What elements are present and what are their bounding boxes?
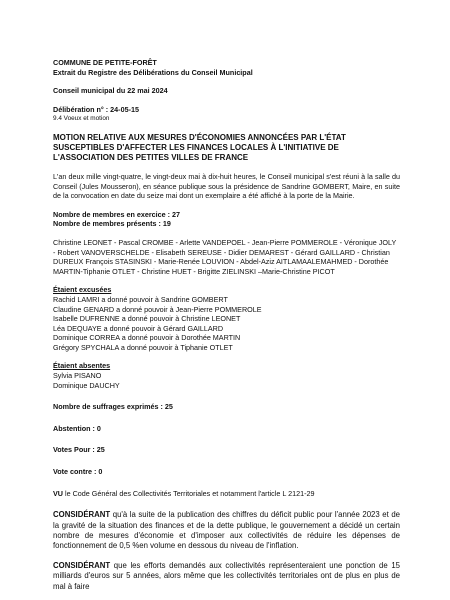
excused-item: Grégory SPYCHALA a donné pouvoir à Tiphanie OTLET bbox=[53, 342, 233, 352]
excused-item: Isabelle DUFRENNE a donné pouvoir à Christine LEONET bbox=[53, 314, 241, 324]
votes-cast: Nombre de suffrages exprimés : 25 bbox=[53, 402, 173, 412]
considerant-keyword: CONSIDÉRANT bbox=[53, 510, 111, 520]
considerant-clause bbox=[53, 561, 400, 592]
considerant-keyword: CONSIDÉRANT bbox=[53, 560, 111, 570]
absent-item: Dominique DAUCHY bbox=[53, 380, 120, 390]
council-date: Conseil municipal du 22 mai 2024 bbox=[53, 86, 168, 96]
deliberation-category: 9.4 Voeux et motion bbox=[53, 115, 110, 123]
vu-clause bbox=[53, 489, 400, 499]
vu-keyword: VU bbox=[53, 488, 63, 498]
excused-item: Léa DEQUAYE a donné pouvoir à Gérard GAILLARD bbox=[53, 323, 224, 333]
absent-item: Sylvia PISANO bbox=[53, 371, 102, 381]
excused-heading: Étaient excusées bbox=[53, 285, 112, 295]
excused-list bbox=[53, 295, 400, 353]
register-extract: Extrait du Registre des Délibérations du Conseil Municipal bbox=[53, 67, 253, 77]
votes-against: Vote contre : 0 bbox=[53, 467, 103, 477]
present-members-list: Christine LEONET - Pascal CROMBE - Arlette VANDEPOEL - Jean-Pierre POMMEROLE - Véronique JOLY - Robert VANOVERSCHELDE - Elisabeth SEREUSE - Didier DEMAREST - Gérard GAILLARD - Christian DUREUX François STASINSKI - Marie-Renée LOUVION - Abdel-Aziz AITLAMAALEMAHMED - Dorothée MARTIN-Tiphanie OTLET - Christine HUET - Brigitte ZIELINSKI –Marie-Christine PICOT bbox=[53, 237, 397, 276]
absent-heading: Étaient absentes bbox=[53, 361, 111, 371]
excused-item: Claudine GENARD a donné pouvoir à Jean-Pierre POMMEROLE bbox=[53, 304, 262, 314]
considerant-text: que les efforts demandés aux collectivités représenteraient une ponction de 15 milliards d'euros sur 5 années, alors même que les collectivités territoriales ont de plus en plus de mal à faire bbox=[53, 560, 400, 591]
excused-item: Dominique CORREA a donné pouvoir à Dorothée MARTIN bbox=[53, 333, 241, 343]
vu-text: le Code Général des Collectivités Territoriales et notamment l'article L 2121-29 bbox=[63, 488, 315, 498]
absent-list bbox=[53, 371, 400, 390]
motion-title: MOTION RELATIVE AUX MESURES D'ÉCONOMIES ANNONCÉES PAR L'ÉTAT SUSCEPTIBLES D'AFFECTER LES FINANCES LOCALES À L'INITIATIVE DE L'ASSOCIATION DES PETITES VILLES DE FRANCE bbox=[53, 132, 346, 162]
excused-item: Rachid LAMRI a donné pouvoir à Sandrine GOMBERT bbox=[53, 294, 228, 304]
considerant-text: qu'à la suite de la publication des chiffres du déficit public pour l'année 2023 et de la gravité de la situation des finances et de la dette publique, le gouvernement a décidé un certain nombre de mesures d'économie et d'imposer aux collectivités de réduire les dépenses de fonctionnement de 0,5 %en volume en dessous du niveau de l'inflation. bbox=[53, 510, 400, 551]
abstention-count: Abstention : 0 bbox=[53, 423, 101, 433]
members-in-office: Nombre de membres en exercice : 27 bbox=[53, 209, 181, 219]
members-present: Nombre de membres présents : 19 bbox=[53, 219, 171, 229]
votes-for: Votes Pour : 25 bbox=[53, 445, 105, 455]
commune-name: COMMUNE DE PETITE-FORÊT bbox=[53, 58, 157, 67]
deliberation-number: Délibération n° : 24-05-15 bbox=[53, 104, 139, 114]
considerant-clause bbox=[53, 510, 400, 552]
intro-paragraph: L'an deux mille vingt-quatre, le vingt-deux mai à dix-huit heures, le Conseil municipal s'est réuni à la salle du Conseil (Jules Mousseron), en séance publique sous la présidence de Sandrine GOMBERT, Maire, en suite de la convocation en date du seize mai dont un exemplaire a été affiché à la porte de la Mairie. bbox=[53, 171, 400, 201]
